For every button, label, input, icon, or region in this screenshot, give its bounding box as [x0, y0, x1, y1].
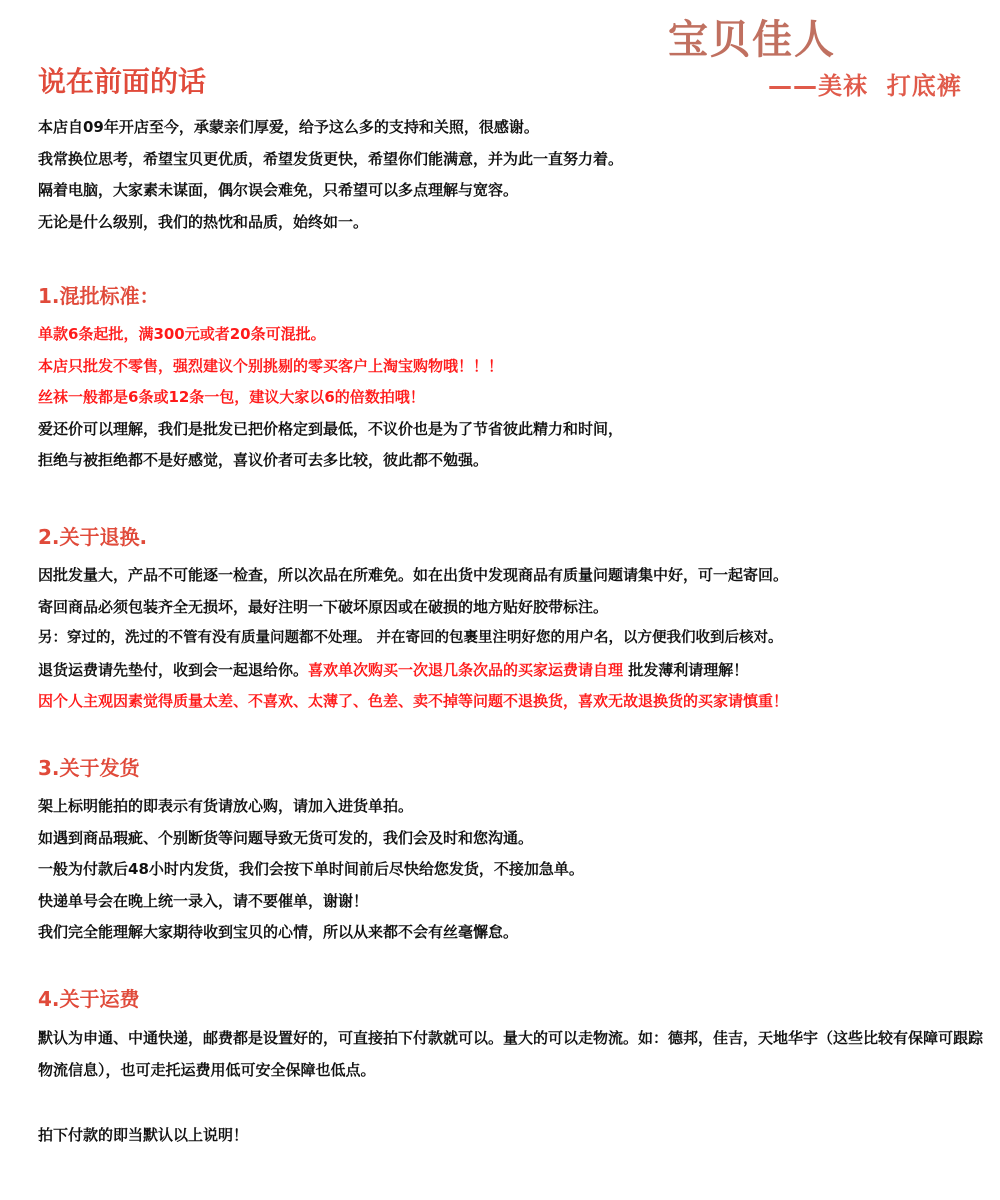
- section-line: 丝袜一般都是6条或12条一包，建议大家以6的倍数拍哦！: [38, 388, 425, 406]
- intro-section: [38, 112, 988, 238]
- section-line: 快递单号会在晚上统一录入，请不要催单，谢谢！: [38, 891, 369, 910]
- section-heading: 4.关于运费: [38, 987, 140, 1011]
- section-line: 因个人主观因素觉得质量太差、不喜欢、太薄了、色差、卖不掉等问题不退换货，喜欢无故退换货的买家请慎重！: [38, 692, 789, 710]
- intro-line: 本店自09年开店至今，承蒙亲们厚爱，给予这么多的支持和关照，很感谢。: [38, 118, 539, 136]
- section-heading: 3.关于发货: [38, 756, 140, 780]
- intro-line: 无论是什么级别，我们的热忱和品质，始终如一。: [38, 212, 369, 231]
- section-line: 默认为申通、中通快递，邮费都是设置好的，可直接拍下付款就可以。量大的可以走物流。如：德邦，佳吉，天地华宇（这些比较有保障可跟踪物流信息），也可走托运费用低可安全保障也低点。: [38, 1029, 984, 1079]
- intro-line: 我常换位思考，希望宝贝更优质，希望发货更快，希望你们能满意，并为此一直努力着。: [38, 149, 624, 168]
- section-shipping: [38, 751, 988, 949]
- intro-title: 说在前面的话: [38, 65, 207, 98]
- section-line: 架上标明能拍的即表示有货请放心购，请加入进货单拍。: [38, 797, 414, 815]
- intro-line: 隔着电脑，大家素未谋面，偶尔误会难免，只希望可以多点理解与宽容。: [38, 181, 519, 199]
- section-line: 一般为付款后48小时内发货，我们会按下单时间前后尽快给您发货，不接加急单。: [38, 860, 584, 878]
- footer-note: 拍下付款的即当默认以上说明！: [38, 1126, 249, 1144]
- return-shipping-note: 批发薄利请理解！: [623, 660, 749, 679]
- return-shipping-warning: 喜欢单次购买一次退几条次品的买家运费请自理: [308, 660, 624, 679]
- section-line: 本店只批发不零售，强烈建议个别挑剔的零买客户上淘宝购物哦！！！: [38, 356, 504, 375]
- section-heading: 2.关于退换.: [38, 525, 148, 549]
- brand-name: 宝贝佳人: [668, 17, 836, 63]
- section-line: 爱还价可以理解，我们是批发已把价格定到最低，不议价也是为了节省彼此精力和时间，: [38, 419, 624, 438]
- section-line: [38, 655, 988, 687]
- section-wholesale: [38, 279, 988, 477]
- section-line: 因批发量大，产品不可能逐一检查，所以次品在所难免。如在出货中发现商品有质量问题请集中好，可一起寄回。: [38, 566, 789, 584]
- return-shipping-text: 退货运费请先垫付，收到会一起退给你。: [38, 660, 309, 679]
- section-line: 另：穿过的，洗过的不管有没有质量问题都不处理。 并在寄回的包裹里注明好您的用户名，以方便我们收到后核对。: [38, 630, 783, 646]
- section-line: 单款6条起批，满300元或者20条可混批。: [38, 325, 326, 343]
- section-line: 拒绝与被拒绝都不是好感觉，喜议价者可去多比较，彼此都不勉强。: [38, 451, 489, 469]
- section-heading: 1.混批标准：: [38, 284, 160, 308]
- section-freight: [38, 982, 988, 1086]
- section-returns: [38, 520, 988, 718]
- section-line: 我们完全能理解大家期待收到宝贝的心情，所以从来都不会有丝毫懈怠。: [38, 923, 519, 941]
- section-line: 寄回商品必须包装齐全无损坏，最好注明一下破坏原因或在破损的地方贴好胶带标注。: [38, 597, 609, 616]
- section-line: 如遇到商品瑕疵、个别断货等问题导致无货可发的，我们会及时和您沟通。: [38, 828, 534, 847]
- brand-subtitle: ——美袜 打底裤: [768, 72, 962, 100]
